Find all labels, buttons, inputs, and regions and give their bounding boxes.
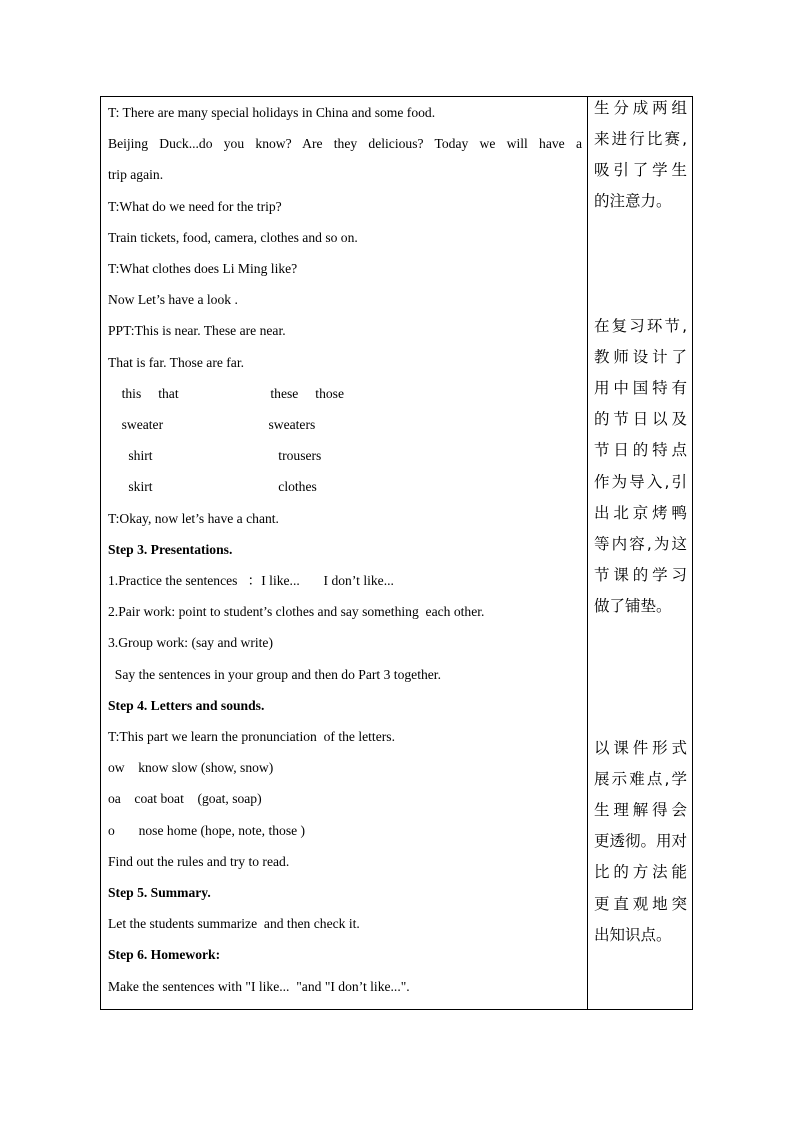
procedure-line: 3.Group work: (say and write)	[108, 635, 273, 650]
procedure-line: Make the sentences with "I like... "and "I don’t like...".	[108, 979, 410, 994]
procedure-line: Beijing Duck...do you know? Are they delicious? Today we will have a	[108, 136, 582, 151]
procedure-line: this that these those	[108, 386, 344, 401]
procedure-line: Train tickets, food, camera, clothes and so on.	[108, 230, 358, 245]
note-line: 的节日以及	[594, 410, 687, 428]
phonics-line: oa coat boat (goat, soap)	[108, 791, 262, 806]
procedure-line: T: There are many special holidays in China and some food.	[108, 105, 436, 120]
note-line: 展示难点,学	[594, 770, 687, 788]
procedure-line: Find out the rules and try to read.	[108, 854, 290, 869]
note-line: 节日的特点	[594, 441, 687, 459]
note-line: 出北京烤鸭	[594, 504, 687, 522]
note-line: 的注意力。	[594, 192, 672, 210]
step-heading: Step 4. Letters and sounds.	[108, 698, 265, 713]
procedure-line: That is far. Those are far.	[108, 355, 245, 370]
phonics-line: o nose home (hope, note, those )	[108, 823, 306, 838]
step-heading: Step 6. Homework:	[108, 947, 221, 962]
procedure-line: sweater sweaters	[108, 417, 316, 432]
procedure-line: T:What do we need for the trip?	[108, 199, 282, 214]
procedure-line: PPT:This is near. These are near.	[108, 323, 286, 338]
note-line: 用中国特有	[594, 379, 687, 397]
procedure-line: shirt trousers	[108, 448, 322, 463]
step-heading: Step 3. Presentations.	[108, 542, 233, 557]
step-heading: Step 5. Summary.	[108, 885, 211, 900]
note-line: 做了铺垫。	[594, 597, 672, 615]
note-line: 生分成两组	[594, 99, 687, 117]
procedure-line: T:Okay, now let’s have a chant.	[108, 511, 279, 526]
column-divider	[587, 96, 588, 1010]
note-line: 在复习环节,	[594, 317, 687, 335]
procedure-line: Say the sentences in your group and then do Part 3 together.	[108, 667, 441, 682]
note-line: 节课的学习	[594, 566, 687, 584]
note-line: 更直观地突	[594, 895, 687, 913]
procedure-line: T:This part we learn the pronunciation of the letters.	[108, 729, 395, 744]
note-line: 出知识点。	[594, 926, 672, 944]
procedure-line: Now Let’s have a look .	[108, 292, 238, 307]
note-line: 等内容,为这	[594, 535, 687, 553]
note-line: 吸引了学生	[594, 161, 687, 179]
note-line: 来进行比赛,	[594, 130, 687, 148]
note-line: 比的方法能	[594, 863, 687, 881]
note-line: 生理解得会	[594, 801, 687, 819]
procedure-line: trip again.	[108, 167, 164, 182]
procedure-line: T:What clothes does Li Ming like?	[108, 261, 298, 276]
procedure-line: 2.Pair work: point to student’s clothes and say something each other.	[108, 604, 485, 619]
note-line: 以课件形式	[594, 739, 687, 757]
note-line: 教师设计了	[594, 348, 687, 366]
procedure-line: skirt clothes	[108, 479, 317, 494]
procedure-line: Let the students summarize and then check it.	[108, 916, 360, 931]
note-line: 更透彻。用对	[594, 832, 688, 850]
note-line: 作为导入,引	[594, 473, 687, 491]
phonics-line: ow know slow (show, snow)	[108, 760, 274, 775]
procedure-line: 1.Practice the sentences ：I like... I don’t like...	[108, 573, 394, 588]
